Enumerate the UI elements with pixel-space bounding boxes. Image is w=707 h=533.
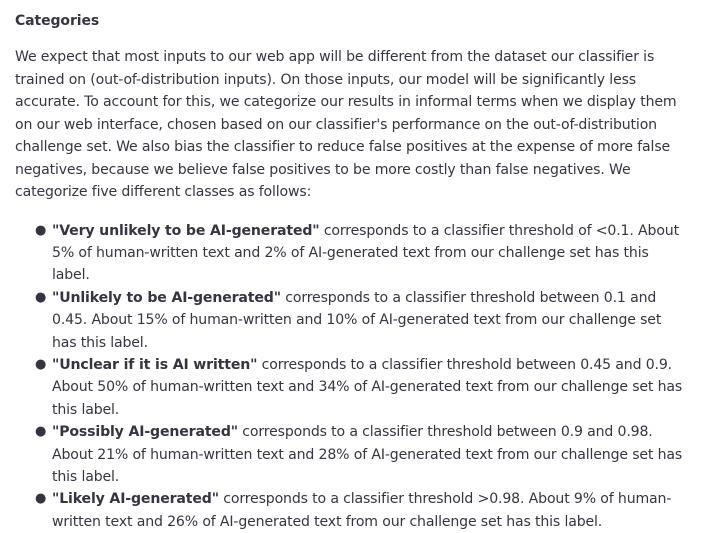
category-description: corresponds to a classifier threshold between 0.9 and 0.98. About 21% of human-written text and 28% of AI-generated text from our challenge set has this label. — [52, 424, 682, 485]
bullet-icon: ● — [35, 488, 46, 510]
list-item — [52, 354, 689, 421]
bullet-icon: ● — [35, 220, 46, 242]
category-description: corresponds to a classifier threshold >0.98. About 9% of human-written text and 26% of AI-generated text from our challenge set has this label. — [52, 491, 671, 529]
list-item — [52, 421, 689, 488]
intro-paragraph: We expect that most inputs to our web app will be different from the dataset our classifier is trained on (out-of-distribution inputs). On those inputs, our model will be significantly less accurate. To account for this, we categorize our results in informal terms when we display them on our web interface, chosen based on our classifier's performance on the out-of-distribution challenge set. We also bias the classifier to reduce false positives at the expense of more false negatives, because we believe false positives to be more costly than false negatives. We categorize five different classes as follows: — [15, 46, 689, 204]
category-description: corresponds to a classifier threshold between 0.45 and 0.9. About 50% of human-written text and 34% of AI-generated text from our challenge set has this label. — [52, 357, 682, 418]
category-list — [15, 220, 689, 533]
section-heading: Categories — [15, 10, 689, 32]
category-label: "Unlikely to be AI-generated" — [52, 290, 281, 306]
category-label: "Possibly AI-generated" — [52, 424, 238, 440]
bullet-icon: ● — [35, 354, 46, 376]
bullet-icon: ● — [35, 287, 46, 309]
category-label: "Unclear if it is AI written" — [52, 357, 257, 373]
category-label: "Very unlikely to be AI-generated" — [52, 223, 320, 239]
list-item — [52, 220, 689, 287]
bullet-icon: ● — [35, 421, 46, 443]
category-label: "Likely AI-generated" — [52, 491, 219, 507]
list-item — [52, 488, 689, 533]
category-description: corresponds to a classifier threshold between 0.1 and 0.45. About 15% of human-written and 10% of AI-generated text from our challenge set has this label. — [52, 290, 661, 351]
category-description: corresponds to a classifier threshold of <0.1. About 5% of human-written text and 2% of AI-generated text from our challenge set has this label. — [52, 223, 679, 284]
list-item — [52, 287, 689, 354]
